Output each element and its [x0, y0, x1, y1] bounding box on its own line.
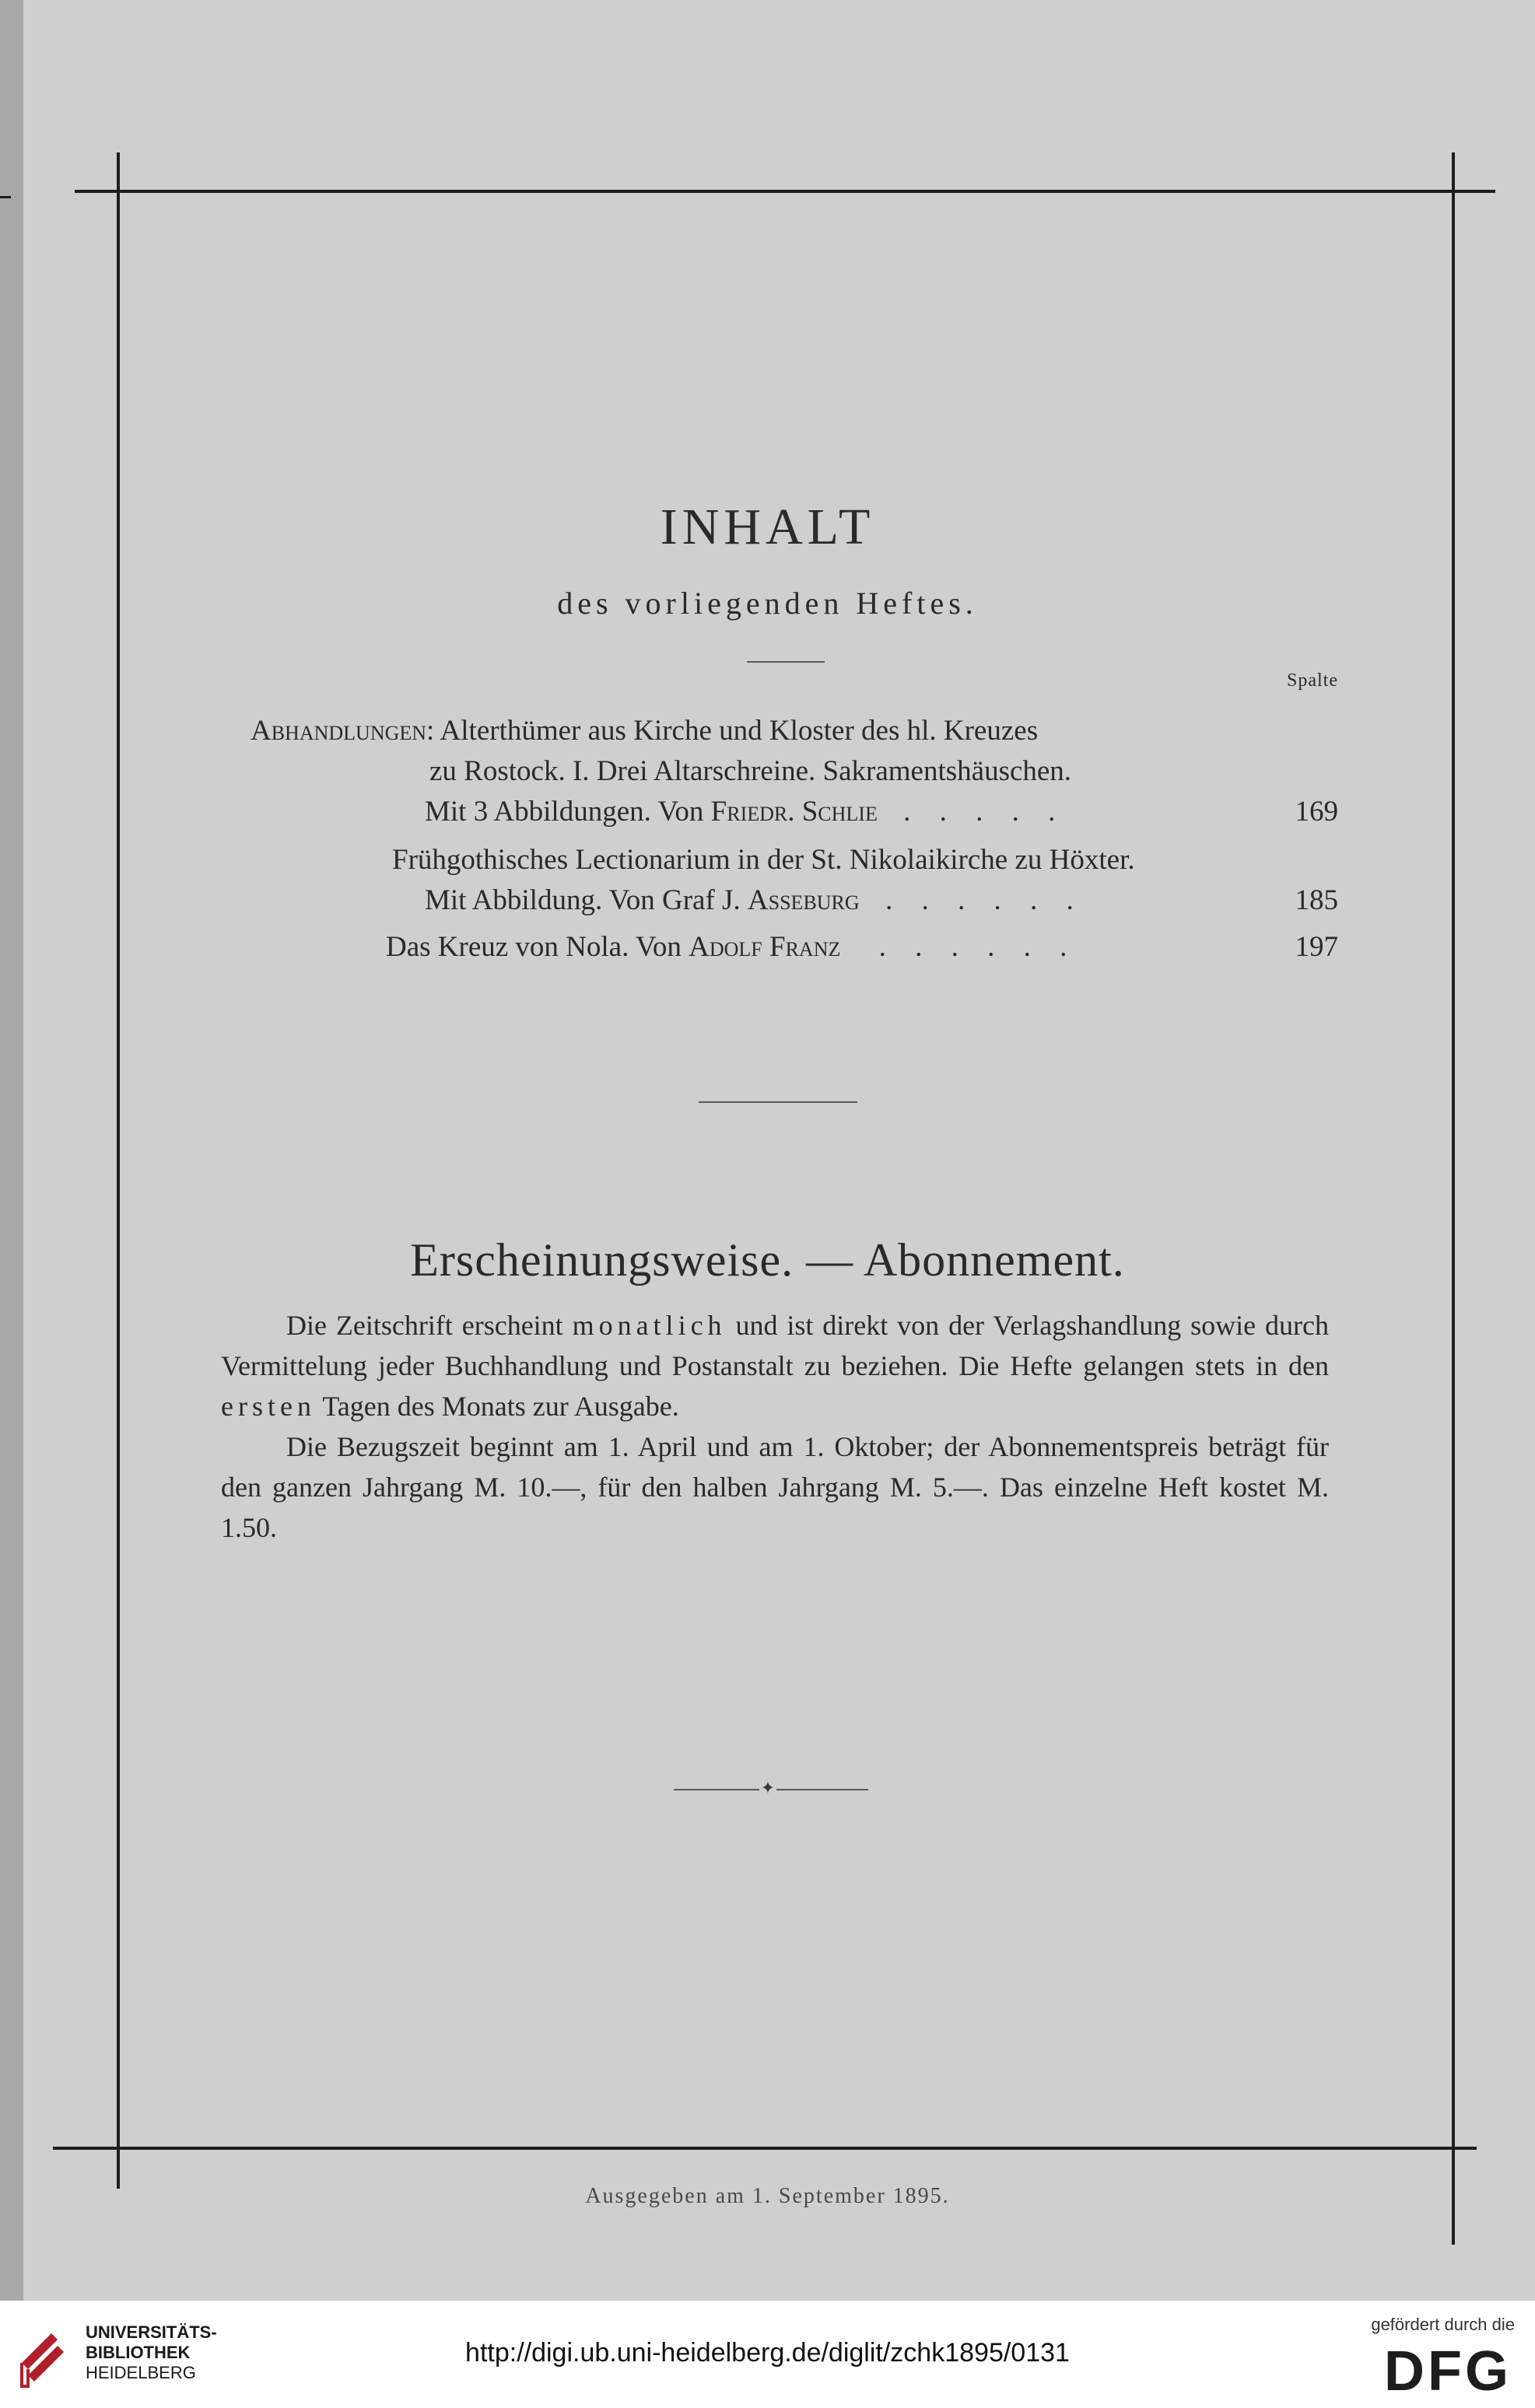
column-label: Spalte: [1287, 670, 1338, 691]
section-divider: [699, 1101, 857, 1103]
title-divider: [747, 661, 825, 663]
toc-entry-2-line-2: Mit Abbildung. Von Graf J. Asseburg . . . . . .: [425, 884, 1085, 916]
viewer-bar: [0, 2301, 1535, 2408]
emphasis-monthly: monatlich: [572, 1310, 727, 1341]
toc-entry-1-page: 169: [1295, 796, 1338, 828]
frame-top-rule-tick: [0, 196, 11, 198]
scanned-page: [23, 0, 1535, 2301]
dfg-logo[interactable]: DFG: [1384, 2340, 1512, 2403]
toc-entry-3-line-1: Das Kreuz von Nola. Von Adolf Franz . . . . . .: [386, 931, 1078, 963]
funding-label: gefördert durch die: [1371, 2315, 1515, 2334]
toc-title: INHALT: [660, 499, 875, 555]
permalink-url[interactable]: http://digi.ub.uni-heidelberg.de/diglit/zchk1895/0131: [465, 2338, 1070, 2368]
issue-date: Ausgegeben am 1. September 1895.: [585, 2184, 950, 2208]
toc-entry-1-leader: . . . . .: [903, 796, 1067, 828]
frame-top-rule: [75, 190, 1495, 193]
toc-entry-1-line-1: Abhandlungen: Alterthümer aus Kirche und Kloster des hl. Kreuzes: [251, 715, 1039, 747]
toc-entry-3-author: Adolf Franz: [689, 931, 841, 963]
frame-right-rule: [1452, 152, 1455, 2245]
subscription-title: Erscheinungsweise. — Abonnement.: [410, 1234, 1125, 1286]
subscription-text: [221, 1305, 1329, 1548]
toc-subtitle: des vorliegenden Heftes.: [557, 586, 978, 621]
page-binding-edge: [0, 0, 23, 2301]
toc-entry-1-line-3: Mit 3 Abbildungen. Von Friedr. Schlie . . . . .: [425, 796, 1067, 828]
toc-entry-1-author: Friedr. Schlie: [710, 796, 878, 828]
toc-entry-2-line-1: Frühgothisches Lectionarium in der St. Nikolaikirche zu Höxter.: [392, 844, 1135, 876]
toc-entry-2-page: 185: [1295, 884, 1338, 916]
university-library-name[interactable]: UNIVERSITÄTS- BIBLIOTHEK HEIDELBERG: [86, 2322, 217, 2382]
paragraph-publication: Die Zeitschrift erscheint monatlich und ist direkt von der Verlagshandlung sowie durch Vermittelung jeder Buchhandlung und Postanstalt zu beziehen. Die Hefte gelangen stets in den ersten Tagen des Monats zur Ausgabe.: [221, 1310, 1329, 1422]
toc-entry-2-author: Asseburg: [747, 884, 860, 916]
toc-entry-1-line-2: zu Rostock. I. Drei Altarschreine. Sakramentshäuschen.: [429, 755, 1072, 787]
frame-left-rule: [117, 152, 120, 2189]
frame-bottom-rule: [53, 2147, 1477, 2150]
toc-entry-3-leader: . . . . . .: [878, 931, 1078, 963]
toc-entry-3-page: 197: [1295, 931, 1338, 963]
ornament-rule-left: [674, 1789, 759, 1790]
ornament-rule-right: [776, 1789, 868, 1790]
emphasis-first: ersten: [221, 1391, 316, 1422]
toc-entry-2-leader: . . . . . .: [885, 884, 1085, 916]
paragraph-pricing: Die Bezugszeit beginnt am 1. April und am 1. Oktober; der Abonnementspreis beträgt für den ganzen Jahrgang M. 10.—, für den halben Jahrgang M. 5.—. Das einzelne Heft kostet M. 1.50.: [221, 1431, 1329, 1543]
toc-section-lead: Abhandlungen:: [251, 715, 435, 747]
ornament-star-icon: ✦: [760, 1778, 776, 1797]
